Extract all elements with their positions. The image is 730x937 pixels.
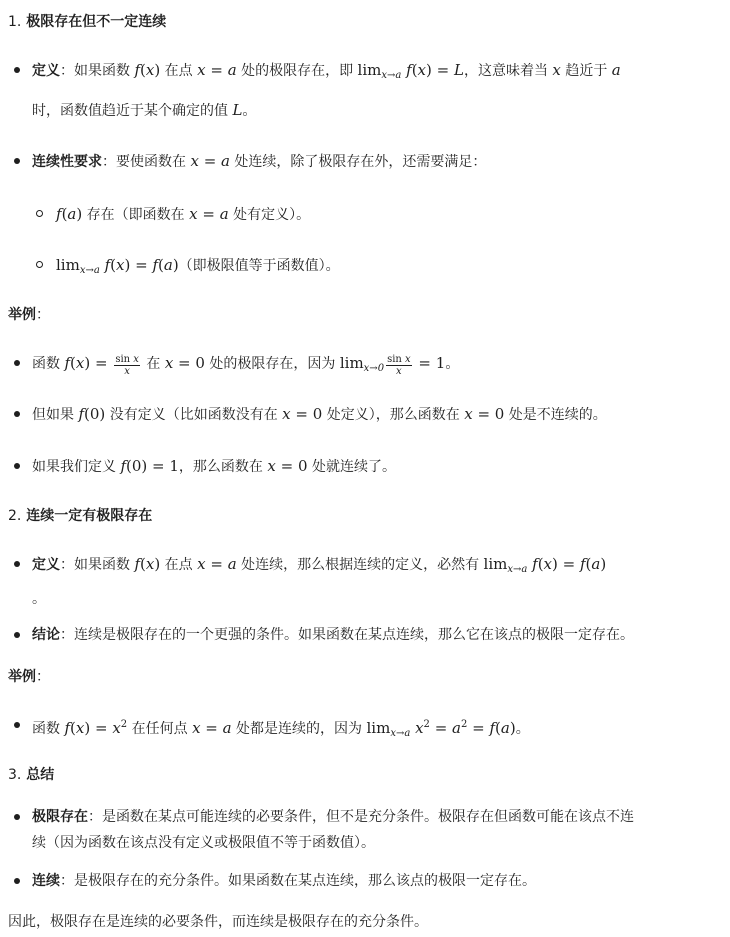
bullet-dot xyxy=(14,814,20,820)
bullet-dot xyxy=(14,632,20,638)
bullet-definition-2-cont: 。 xyxy=(32,591,46,607)
example-1-item-3: 如果我们定义 f(0) = 1，那么函数在 x = 0 处就连续了。 xyxy=(32,455,730,478)
summary-continuity: 连续：是极限存在的充分条件。如果函数在某点连续，那么该点的极限一定存在。 xyxy=(32,870,730,892)
example-2-item-1: 函数 $f(x) = x^2$ 在任何点 x = a 处都是连续的，因为 $\lim_{x\to a} x^2 = a^2 = f(a)$。 xyxy=(32,714,730,745)
example-1-item-2: 但如果 f(0) 没有定义（比如函数没有在 x = 0 处定义），那么函数在 x = 0 处是不连续的。 xyxy=(32,403,730,426)
summary-limit-exists-cont: 续（因为函数在该点没有定义或极限值不等于函数值）。 xyxy=(32,835,375,851)
bullet-dot xyxy=(14,411,20,417)
bullet-dot xyxy=(14,878,20,884)
example-2-heading: 举例： xyxy=(8,669,50,685)
section-1-heading: 1. 极限存在但不一定连续 xyxy=(8,14,167,30)
example-1-heading: 举例： xyxy=(8,307,50,323)
bullet-dot xyxy=(14,67,20,73)
bullet-dot xyxy=(14,561,20,567)
sub-bullet-fa-exists: f(a) 存在（即函数在 x = a 处有定义）。 xyxy=(56,203,730,226)
bullet-definition-1: 定义：如果函数 f(x) 在点 x = a 处的极限存在，即 $\lim_{x\to a} f(x) = L$，这意味着当 x 趋近于 a xyxy=(32,59,730,87)
bullet-dot xyxy=(14,722,20,728)
summary-limit-exists: 极限存在：是函数在某点可能连续的必要条件，但不是充分条件。极限存在但函数可能在该点不连 xyxy=(32,806,730,828)
section-2-heading: 2. 连续一定有极限存在 xyxy=(8,508,153,524)
bullet-definition-2: 定义：如果函数 f(x) 在点 x = a 处连续，那么根据连续的定义，必然有 $\lim_{x\to a} f(x) = f(a)$ xyxy=(32,553,730,581)
sub-bullet-circle xyxy=(36,210,43,217)
final-conclusion: 因此，极限存在是连续的必要条件，而连续是极限存在的充分条件。 xyxy=(8,914,428,930)
example-1-item-1: 函数 f(x) = $\frac{\text{sin x}}{x}$ 在 x = 0 处的极限存在，因为 $\lim_{x\to 0}$ $\frac{\text{sin x}}{x}$ = 1。 xyxy=(32,352,730,380)
bullet-continuity-requirement: 连续性要求：要使函数在 x = a 处连续，除了极限存在外，还需要满足： xyxy=(32,150,730,173)
sub-bullet-limit-equals: $\lim_{x\to a} f(x) = f(a)$（即极限值等于函数值）。 xyxy=(56,254,730,282)
bullet-dot xyxy=(14,360,20,366)
bullet-dot xyxy=(14,463,20,469)
bullet-conclusion: 结论：连续是极限存在的一个更强的条件。如果函数在某点连续，那么它在该点的极限一定存在。 xyxy=(32,624,730,646)
sub-bullet-circle xyxy=(36,261,43,268)
bullet-definition-1-cont: 时，函数值趋近于某个确定的值 L。 xyxy=(32,101,257,119)
bullet-dot xyxy=(14,158,20,164)
section-3-heading: 3. 总结 xyxy=(8,767,55,783)
